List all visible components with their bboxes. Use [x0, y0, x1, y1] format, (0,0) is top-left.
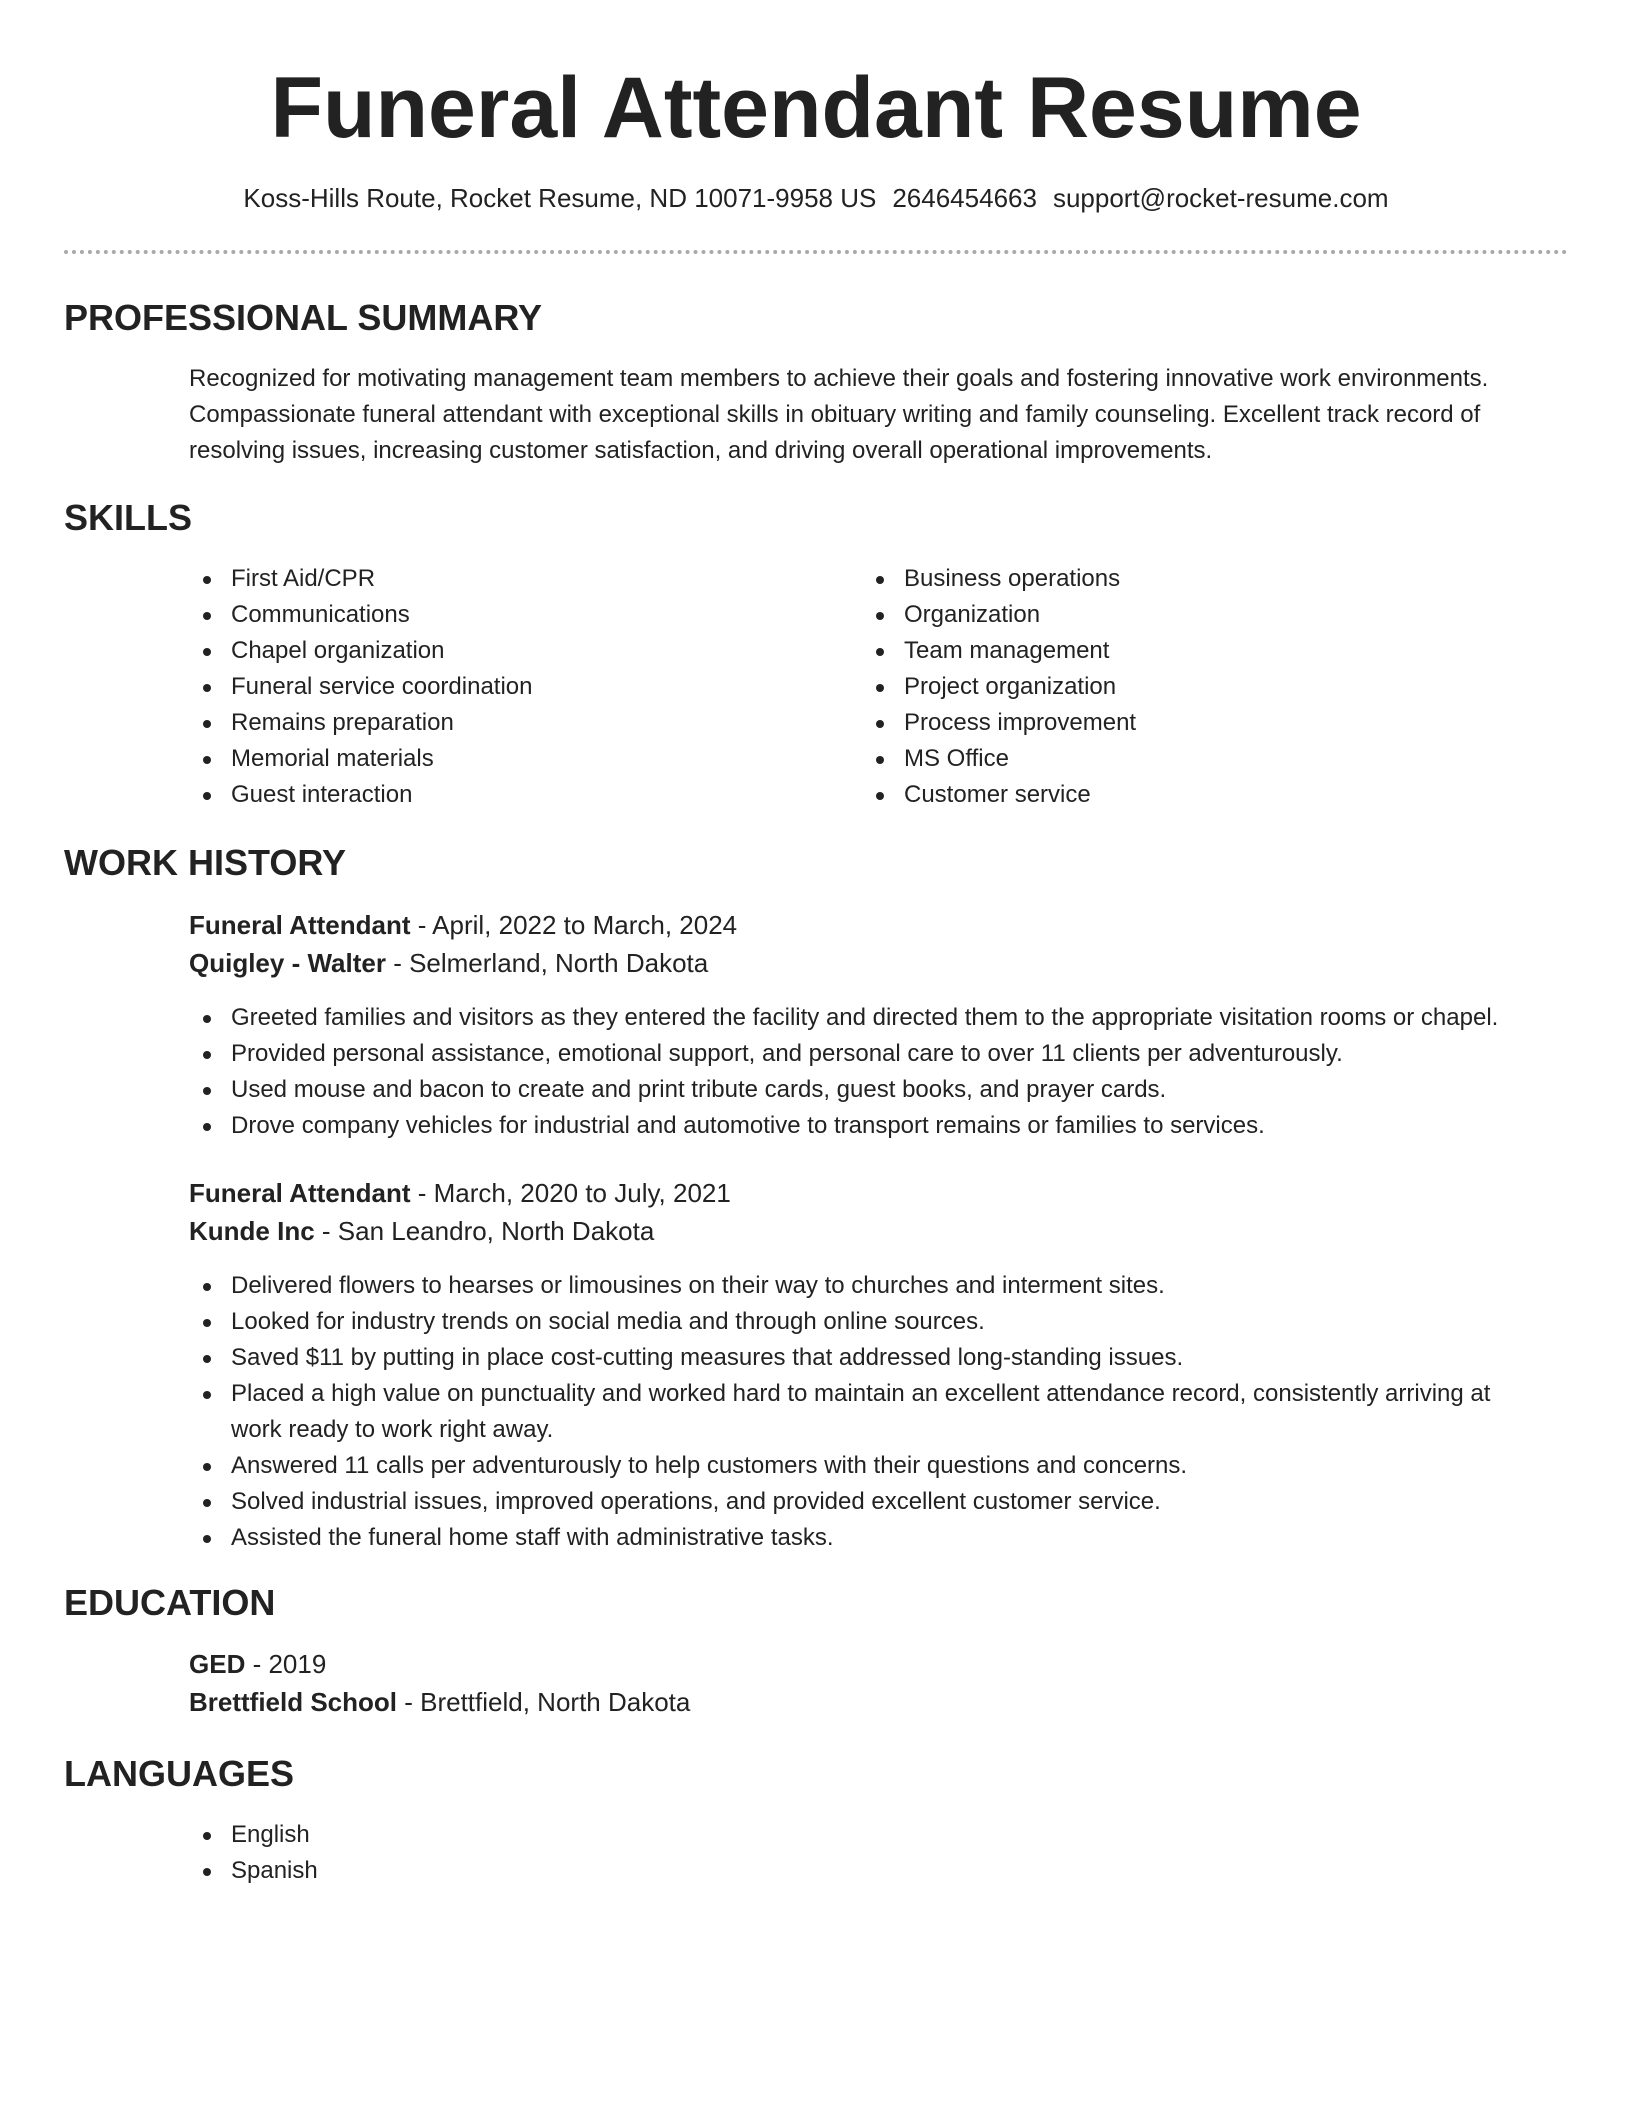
skill-item: Project organization [860, 669, 1500, 705]
skill-item: Guest interaction [187, 777, 827, 813]
job-title-line [189, 1174, 731, 1212]
education-school-line [189, 1683, 690, 1721]
job-dates: - April, 2022 to March, 2024 [410, 910, 738, 940]
summary-text: Recognized for motivating management team members to achieve their goals and fostering innovative work environments. Compassionate funeral attendant with exceptional skills in obituary writing and family counseling. Excellent track record of resolving issues, increasing customer satisfaction, and driving overall operational improvements. [189, 365, 1489, 464]
skill-item: Remains preparation [187, 705, 827, 741]
education-degree: GED [189, 1649, 246, 1679]
skills-list-left [187, 561, 827, 813]
skill-item: Organization [860, 597, 1500, 633]
languages-heading: LANGUAGES [64, 1753, 295, 1794]
contact-email: support@rocket-resume.com [1052, 183, 1389, 213]
job-location: - San Leandro, North Dakota [314, 1216, 655, 1246]
contact-phone: 2646454663 [892, 183, 1037, 213]
header-divider [64, 250, 1568, 254]
skill-item: Team management [860, 633, 1500, 669]
skill-item: Process improvement [860, 705, 1500, 741]
language-item: Spanish [187, 1853, 827, 1889]
work-history-heading: WORK HISTORY [64, 842, 347, 883]
job-bullet: Provided personal assistance, emotional support, and personal care to over 11 clients per adventurously. [187, 1036, 1587, 1072]
job-bullet: Drove company vehicles for industrial and automotive to transport remains or families to services. [187, 1108, 1587, 1144]
job-title: Funeral Attendant [189, 910, 411, 940]
skill-item: Memorial materials [187, 741, 827, 777]
skill-item: Business operations [860, 561, 1500, 597]
skills-heading: SKILLS [64, 497, 193, 538]
job-bullet: Used mouse and bacon to create and print tribute cards, guest books, and prayer cards. [187, 1072, 1587, 1108]
job-bullet: Answered 11 calls per adventurously to help customers with their questions and concerns. [187, 1448, 1532, 1484]
skill-item: Chapel organization [187, 633, 827, 669]
job-company: Quigley - Walter [189, 948, 386, 978]
contact-line [0, 180, 1632, 216]
job-bullet: Placed a high value on punctuality and worked hard to maintain an excellent attendance record, consistently arriving at work ready to work right away. [187, 1376, 1532, 1448]
job-bullet: Delivered flowers to hearses or limousines on their way to churches and interment sites. [187, 1268, 1532, 1304]
job-title: Funeral Attendant [189, 1178, 411, 1208]
skill-item: First Aid/CPR [187, 561, 827, 597]
education-year: - 2019 [245, 1649, 327, 1679]
education-location: - Brettfield, North Dakota [397, 1687, 691, 1717]
job-bullets [187, 1268, 1532, 1556]
job-company-line [189, 944, 708, 982]
education-degree-line [189, 1645, 326, 1683]
job-dates: - March, 2020 to July, 2021 [410, 1178, 731, 1208]
job-company: Kunde Inc [189, 1216, 315, 1246]
job-bullet: Assisted the funeral home staff with administrative tasks. [187, 1520, 1532, 1556]
job-bullet: Saved $11 by putting in place cost-cutting measures that addressed long-standing issues. [187, 1340, 1532, 1376]
job-bullet: Greeted families and visitors as they entered the facility and directed them to the appropriate visitation rooms or chapel. [187, 1000, 1587, 1036]
contact-address: Koss-Hills Route, Rocket Resume, ND 10071-9958 US [243, 183, 877, 213]
job-company-line [189, 1212, 654, 1250]
skills-list-right [860, 561, 1500, 813]
language-item: English [187, 1817, 827, 1853]
job-bullet: Solved industrial issues, improved operations, and provided excellent customer service. [187, 1484, 1532, 1520]
job-title-line [189, 906, 737, 944]
summary-heading: PROFESSIONAL SUMMARY [64, 297, 543, 338]
job-bullets [187, 1000, 1587, 1144]
skill-item: Customer service [860, 777, 1500, 813]
education-heading: EDUCATION [64, 1582, 276, 1623]
skill-item: Funeral service coordination [187, 669, 827, 705]
skill-item: Communications [187, 597, 827, 633]
skill-item: MS Office [860, 741, 1500, 777]
education-school: Brettfield School [189, 1687, 398, 1717]
languages-list [187, 1817, 827, 1889]
job-bullet: Looked for industry trends on social media and through online sources. [187, 1304, 1532, 1340]
job-location: - Selmerland, North Dakota [385, 948, 709, 978]
resume-title: Funeral Attendant Resume [270, 60, 1362, 156]
